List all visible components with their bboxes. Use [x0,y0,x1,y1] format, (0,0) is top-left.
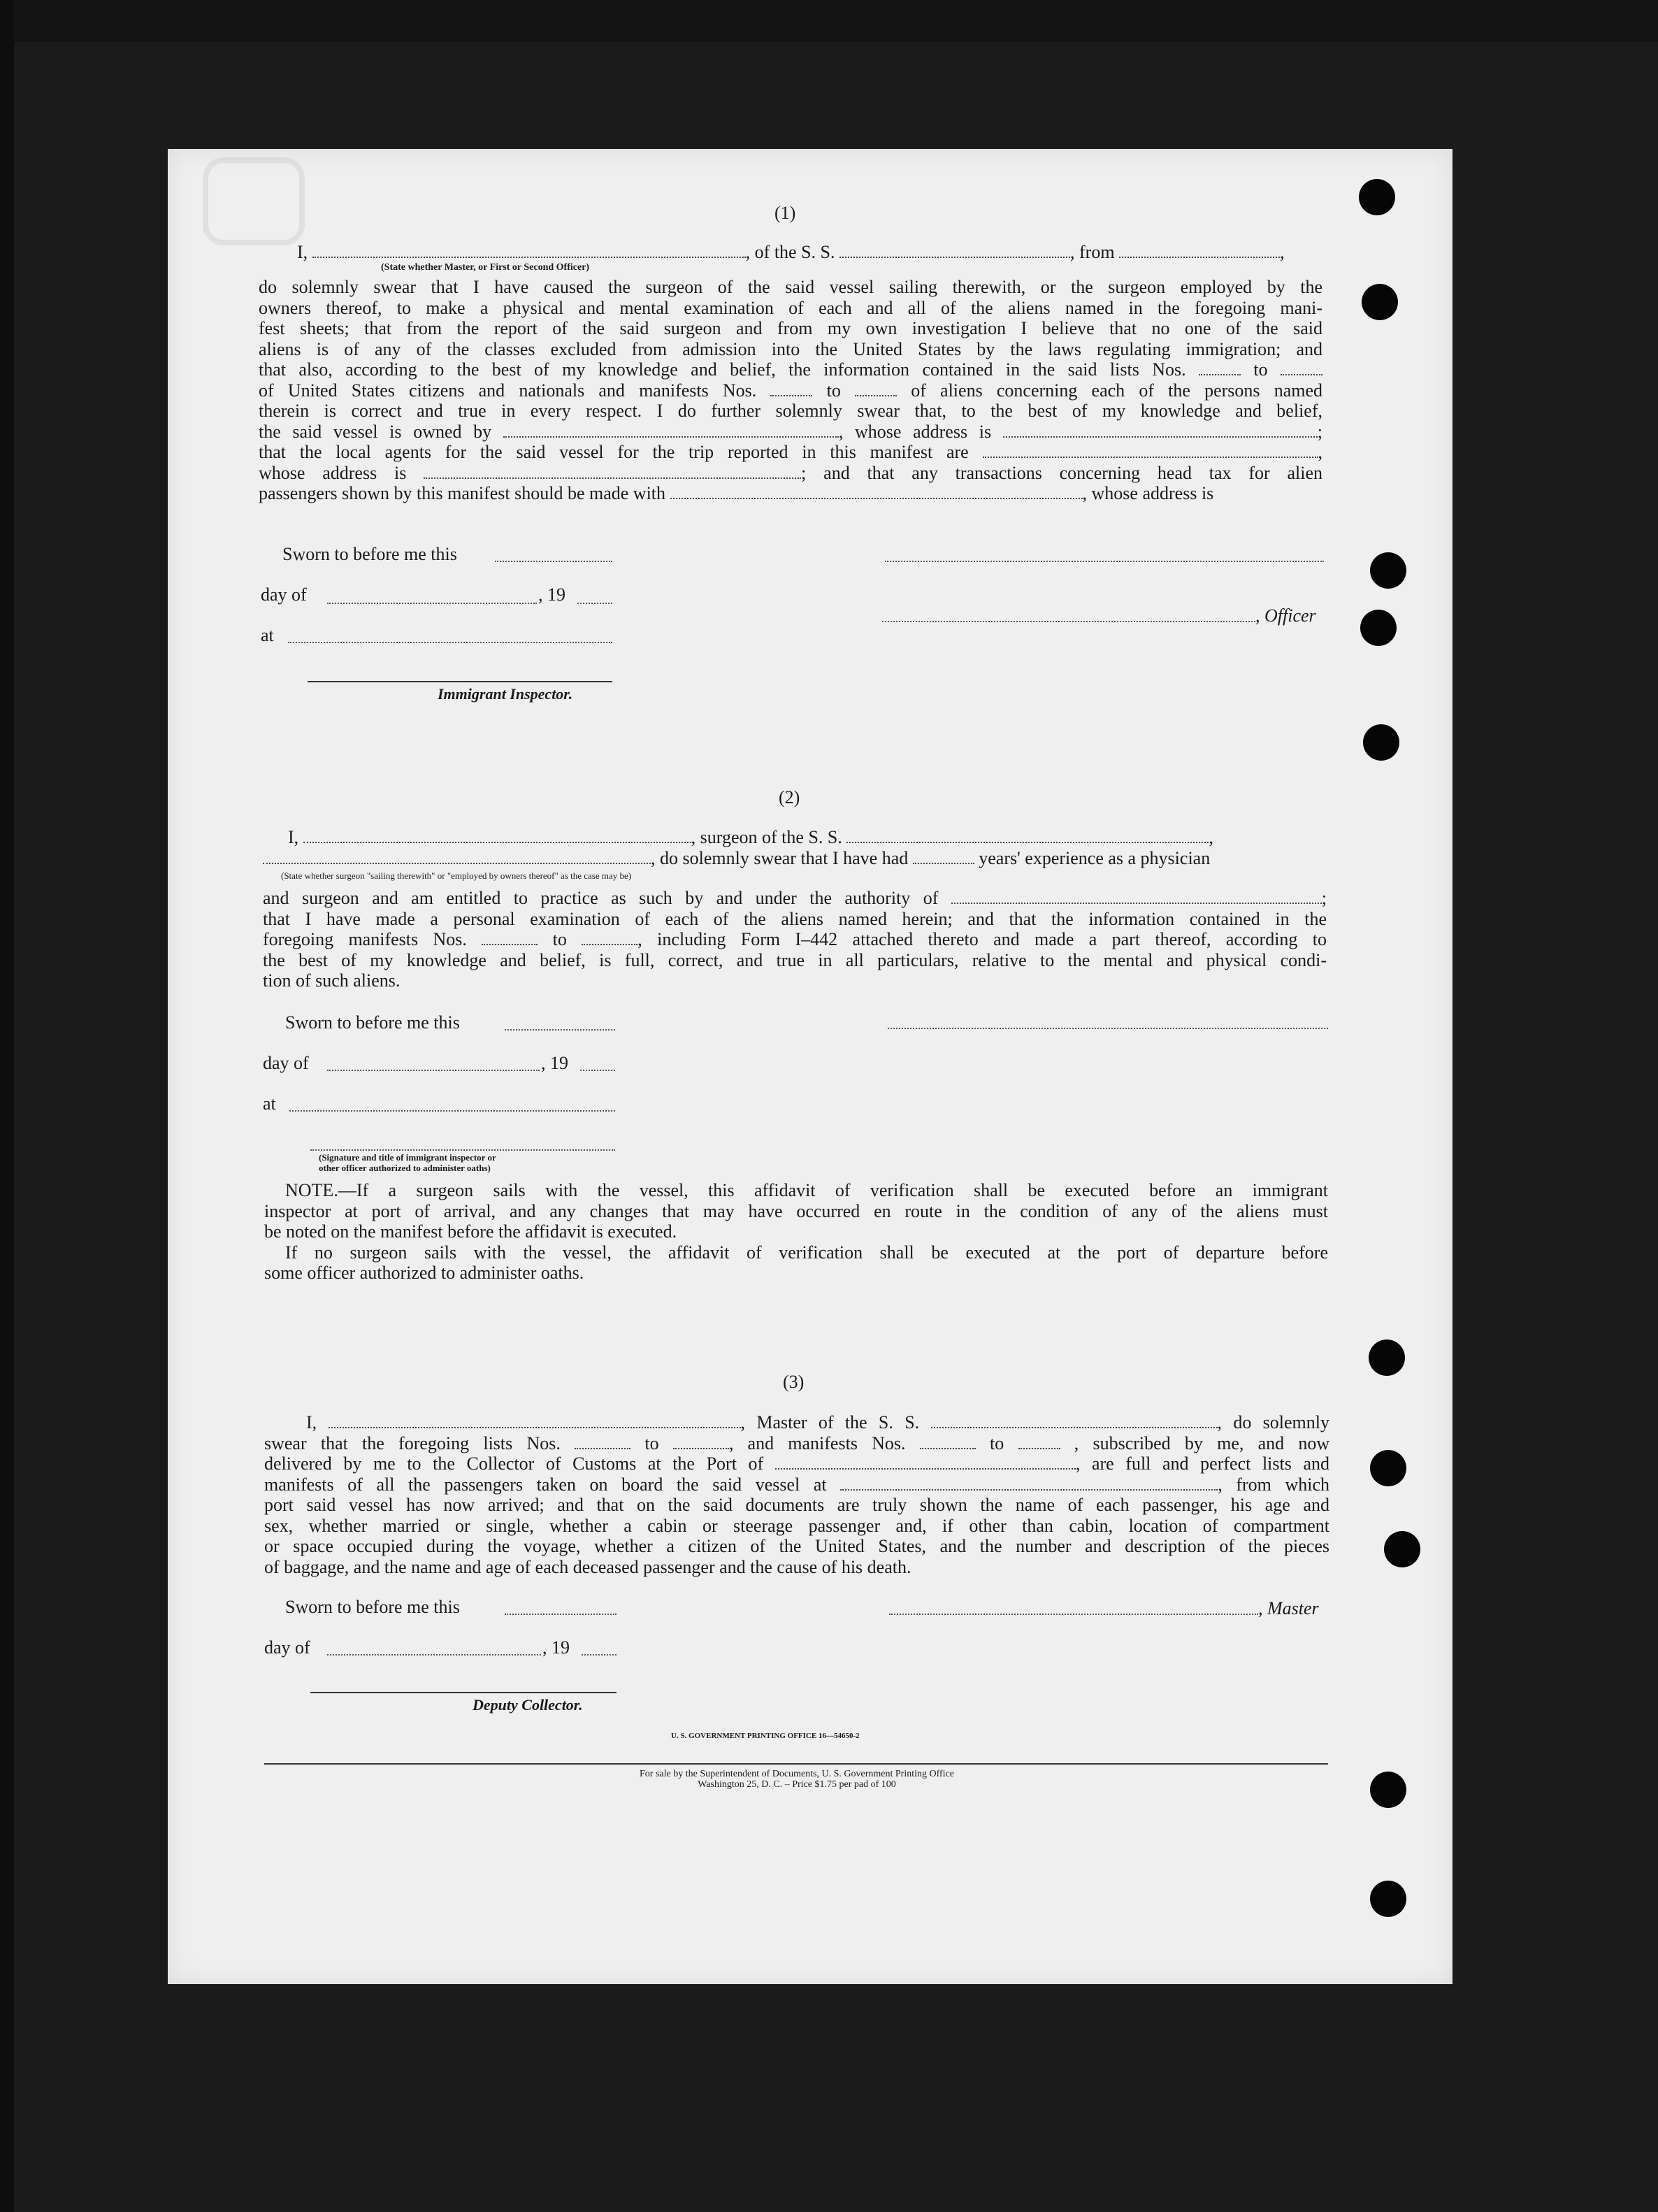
surgeon-ship-field[interactable] [846,829,1209,843]
sworn-label: Sworn to before me this [285,1012,460,1033]
scan-border-top [0,0,1658,42]
year-label: , 19 [541,1053,568,1073]
text-line: tion of such aliens. [263,970,401,991]
oath-start: I, [297,242,308,262]
text-line: that also, according to the best of my knowledge and belief, the information contained in the said lists Nos. to [259,359,1322,380]
manifests-from-field[interactable] [920,1435,976,1449]
text-line: sex, whether married or single, whether a cabin or steerage passenger and, if other than cabin, location of compartment [264,1515,1329,1536]
punch-hole [1384,1531,1420,1567]
inspector-signature-line[interactable] [310,1149,615,1151]
sworn-field[interactable] [505,1029,615,1030]
section-1-oath-line: I, , of the S. S. , from , [297,242,1285,262]
deputy-signature-line[interactable] [310,1692,617,1693]
surgeon-status-field[interactable] [263,850,651,864]
punch-hole [1362,284,1398,320]
text-line: swear that the foregoing lists Nos. to , and manifests Nos. to , subscribed by me, and now [264,1432,1330,1453]
section-2-oath-line: I, , surgeon of the S. S. , [288,827,1213,847]
text-line: of United States citizens and nationals and manifests Nos. to of aliens concerning each of the persons named [259,380,1322,401]
inspector-signature-line[interactable] [308,681,612,682]
officer-note: (State whether Master, or First or Second Officer) [381,262,590,273]
agents-address-field[interactable] [424,465,801,479]
authority-field[interactable] [951,890,1322,904]
sworn-field[interactable] [495,561,612,562]
surgeon-note: (State whether surgeon "sailing therewith" or "employed by owners thereof" as the case may be) [281,870,632,881]
text-line: that I have made a personal examination of each of the aliens named herein; and that the information contained in the [263,908,1327,929]
faint-stamp-mark [203,157,305,245]
master-name-field[interactable] [329,1414,741,1428]
text-line: I, , Master of the S. S. , do solemnly [306,1412,1329,1432]
officer-name-field[interactable] [312,244,746,258]
deputy-label: Deputy Collector. [473,1696,583,1714]
punch-hole [1370,1881,1406,1917]
punch-hole [1370,552,1406,589]
manifests-from-field[interactable] [770,382,812,396]
section-2-number: (2) [779,787,800,807]
departure-port-field[interactable] [840,1477,1218,1491]
text-line: inspector at port of arrival, and any changes that may have occurred en route in the condition of any of the aliens must [264,1200,1328,1221]
sworn-label: Sworn to before me this [285,1597,460,1617]
head-tax-agent-field[interactable] [670,485,1083,499]
port-field[interactable] [775,1456,1076,1470]
inspector-label: Immigrant Inspector. [438,685,573,703]
master-label: , Master [1258,1598,1319,1618]
text-line: NOTE.—If a surgeon sails with the vessel, this affidavit of verification shall be executed before an immigrant [285,1180,1328,1200]
scan-border-left [0,0,14,2212]
surgeon-signature-field[interactable] [888,1028,1328,1029]
punch-hole [1370,1450,1406,1486]
day-of-label: day of [264,1637,310,1658]
punch-hole [1360,610,1397,646]
at-label: at [263,1093,276,1114]
ship-name-field[interactable] [839,244,1070,258]
sale-line-2: Washington 25, D. C. – Price $1.75 per pad of 100 [698,1779,896,1790]
text-line: port said vessel has now arrived; and that on the said documents are truly shown the name of each passenger, his age and [264,1495,1329,1515]
day-field[interactable] [327,1070,540,1071]
text-line: that the local agents for the said vessel for the trip reported in this manifest are , [259,442,1323,462]
officer-name-line[interactable] [882,621,1255,622]
text-line: some officer authorized to administer oaths. [264,1263,584,1283]
from-port-field[interactable] [1119,244,1280,258]
text-line: or space occupied during the voyage, whether a citizen of the United States, and the number and description of the pieces [264,1536,1329,1556]
year-field[interactable] [577,603,612,604]
sworn-field[interactable] [505,1614,617,1615]
manifests-from-field[interactable] [482,931,538,945]
text-line: therein is correct and true in every respect. I do further solemnly swear that, to the best of my knowledge and belief, [259,401,1322,421]
sworn-label: Sworn to before me this [282,544,457,564]
lists-from-field[interactable] [575,1435,630,1449]
text-line: foregoing manifests Nos. to , including Form I–442 attached thereto and made a part thereof, according to [263,929,1327,949]
text-line: whose address is ; and that any transactions concerning head tax for alien [259,462,1322,483]
from-label: , from [1070,242,1115,262]
text-line: passengers shown by this manifest should be made with , whose address is [259,483,1214,503]
text-line: If no surgeon sails with the vessel, the affidavit of verification shall be executed at the port of departure before [285,1242,1328,1263]
punch-hole [1359,179,1395,215]
at-field[interactable] [288,642,612,643]
signature-note: (Signature and title of immigrant inspector or other officer authorized to administer oaths) [319,1152,496,1173]
master-signature-field[interactable] [889,1614,1258,1615]
section-3-text [264,1412,1329,1577]
day-field[interactable] [327,1654,541,1656]
manifests-to-field[interactable] [855,382,897,396]
owner-field[interactable] [503,424,839,438]
sale-notice [545,1769,1048,1790]
section-1-number: (1) [774,203,796,223]
section-3-number: (3) [783,1372,805,1392]
section-1-text [259,277,1322,504]
note-text [264,1180,1328,1284]
text-line: owners thereof, to make a physical and mental examination of each and all of the aliens named in the foregoing mani- [259,297,1322,318]
at-field[interactable] [289,1110,615,1112]
punch-hole [1363,724,1399,761]
day-of-label: day of [261,584,307,605]
day-field[interactable] [327,603,537,604]
day-of-label: day of [263,1053,309,1073]
manifests-to-field[interactable] [1018,1435,1060,1449]
section-2-text [263,888,1327,991]
sale-line-1: For sale by the Superintendent of Documents, U. S. Government Printing Office [640,1769,954,1779]
text-line: manifests of all the passengers taken on board the said vessel at , from which [264,1474,1329,1495]
years-field[interactable] [913,850,974,864]
surgeon-name-field[interactable] [303,829,691,843]
text-line: do solemnly swear that I have caused the surgeon of the said vessel sailing therewith, or the surgeon employed by the [259,277,1322,297]
of-ss-label: , of the S. S. [745,242,835,262]
punch-hole [1369,1340,1405,1376]
gpo-imprint: U. S. GOVERNMENT PRINTING OFFICE 16—54650-2 [671,1732,860,1740]
local-agents-field[interactable] [983,444,1318,458]
text-line: delivered by me to the Collector of Customs at the Port of , are full and perfect lists and [264,1453,1330,1474]
text-line: aliens is of any of the classes excluded from admission into the United States by the laws regulating immigration; and [259,338,1322,359]
year-label: , 19 [542,1637,570,1658]
owner-address-field[interactable] [1003,424,1318,438]
punch-hole [1370,1772,1406,1808]
lists-to-field[interactable] [1281,361,1322,375]
year-field[interactable] [580,1070,615,1071]
footer-rule [264,1763,1328,1765]
year-field[interactable] [582,1654,617,1656]
manifests-to-field[interactable] [582,931,637,945]
year-label: , 19 [538,584,565,605]
section-2-experience-line: , do solemnly swear that I have had years' experience as a physician [263,848,1210,869]
at-label: at [261,625,274,645]
ship-name-field[interactable] [931,1414,1218,1428]
officer-signature-field[interactable] [885,561,1324,562]
text-line: the said vessel is owned by , whose address is ; [259,421,1322,442]
text-line: and surgeon and am entitled to practice as such by and under the authority of ; [263,888,1327,908]
text-line: fest sheets; that from the report of the said surgeon and from my own investigation I believe that no one of the said [259,318,1322,338]
lists-from-field[interactable] [1199,361,1241,375]
lists-to-field[interactable] [673,1435,729,1449]
text-line: of baggage, and the name and age of each deceased passenger and the cause of his death. [264,1556,911,1577]
text-line: the best of my knowledge and belief, is full, correct, and true in all particulars, relative to the mental and physical condi- [263,949,1327,970]
text-line: be noted on the manifest before the affidavit is executed. [264,1221,677,1242]
officer-label: , Officer [1255,605,1316,626]
